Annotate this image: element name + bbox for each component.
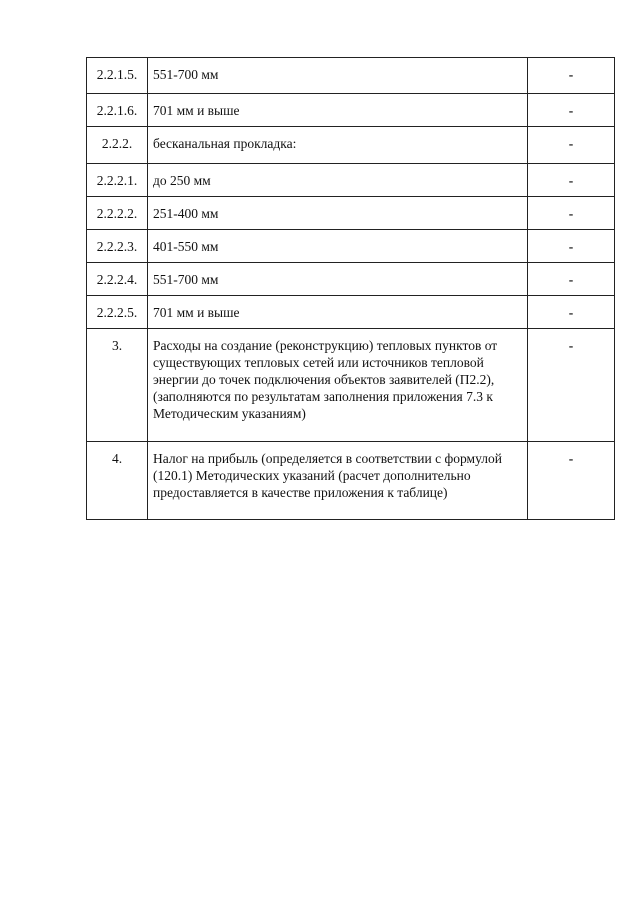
table-row [87, 442, 615, 520]
row-description: бесканальная прокладка: [148, 127, 528, 164]
row-value: - [528, 94, 615, 127]
table-row [87, 296, 615, 329]
row-value: - [528, 329, 615, 442]
row-description: 401-550 мм [148, 230, 528, 263]
row-number: 4. [87, 442, 148, 520]
table-row [87, 263, 615, 296]
row-number: 2.2.1.5. [87, 58, 148, 94]
row-description: 701 мм и выше [148, 94, 528, 127]
row-description: Налог на прибыль (определяется в соответствии с формулой (120.1) Методических указаний (расчет дополнительно предоставляется в качестве приложения к таблице) [148, 442, 528, 520]
table-row [87, 197, 615, 230]
row-value: - [528, 58, 615, 94]
row-value: - [528, 296, 615, 329]
row-value: - [528, 127, 615, 164]
row-description: 251-400 мм [148, 197, 528, 230]
row-value: - [528, 263, 615, 296]
table-row [87, 230, 615, 263]
row-number: 3. [87, 329, 148, 442]
row-number: 2.2.2.4. [87, 263, 148, 296]
table-row [87, 94, 615, 127]
row-number: 2.2.2.3. [87, 230, 148, 263]
row-value: - [528, 164, 615, 197]
row-description: до 250 мм [148, 164, 528, 197]
row-number: 2.2.2.2. [87, 197, 148, 230]
table-row [87, 127, 615, 164]
row-number: 2.2.2.1. [87, 164, 148, 197]
row-description: 551-700 мм [148, 58, 528, 94]
row-description: 551-700 мм [148, 263, 528, 296]
row-value: - [528, 442, 615, 520]
table-row [87, 58, 615, 94]
row-description: 701 мм и выше [148, 296, 528, 329]
row-value: - [528, 197, 615, 230]
cost-table [86, 57, 615, 520]
row-number: 2.2.1.6. [87, 94, 148, 127]
table-row [87, 329, 615, 442]
row-description: Расходы на создание (реконструкцию) тепловых пунктов от существующих тепловых сетей или источников тепловой энергии до точек подключения объектов заявителей (П2.2), (заполняются по результатам заполнения приложения 7.3 к Методическим указаниям) [148, 329, 528, 442]
table-row [87, 164, 615, 197]
row-number: 2.2.2. [87, 127, 148, 164]
row-number: 2.2.2.5. [87, 296, 148, 329]
row-value: - [528, 230, 615, 263]
